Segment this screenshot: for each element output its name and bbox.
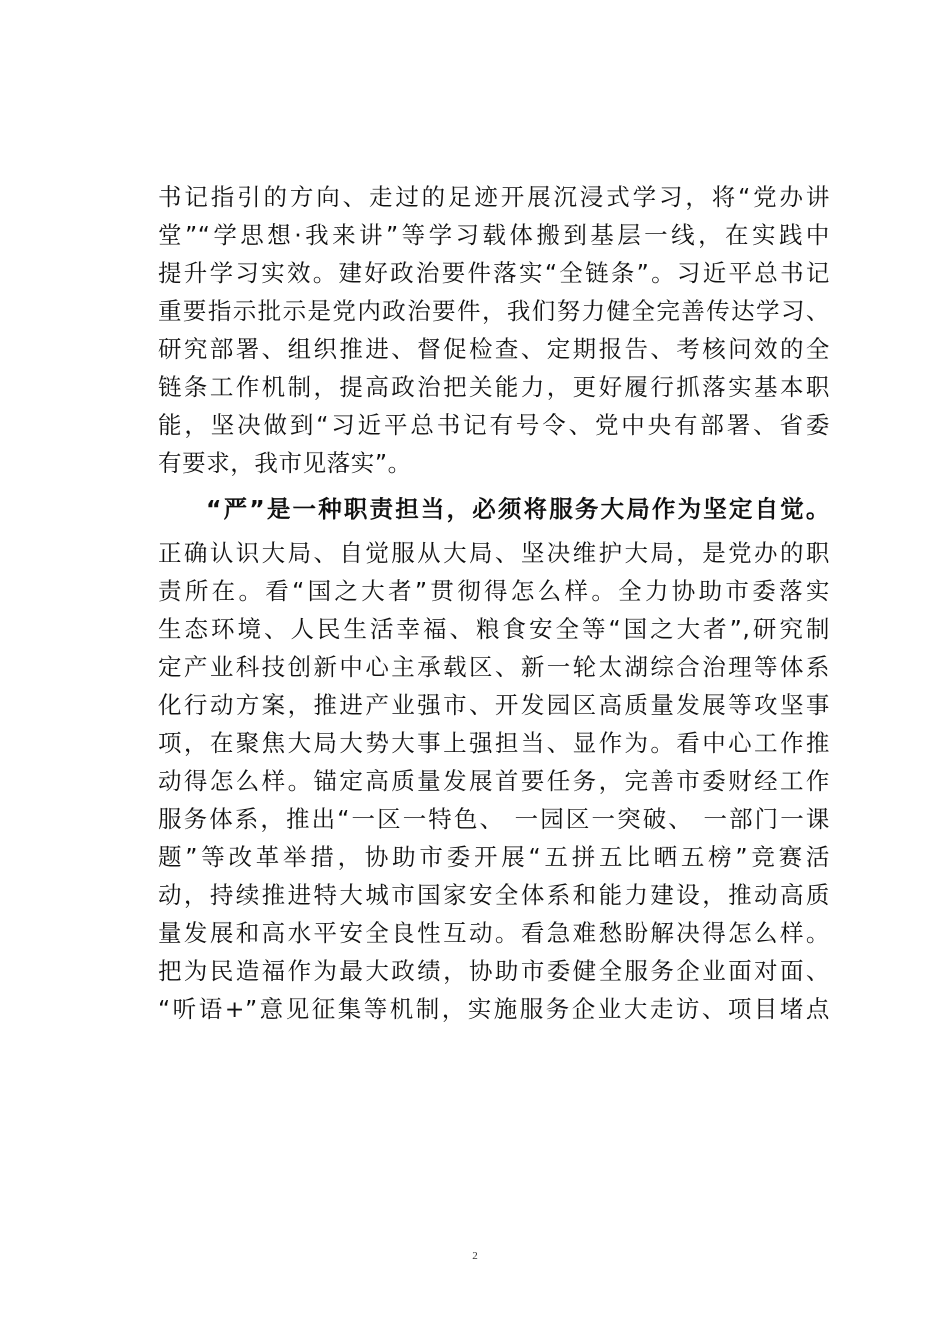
body-text-line: 能，坚决做到“习近平总书记有号令、党中央有部署、省委 <box>158 411 830 439</box>
body-text-line: 题”等改革举措，协助市委开展“五拼五比晒五榜”竞赛活 <box>158 843 830 871</box>
body-text-line: “听语+”意见征集等机制，实施服务企业大走访、项目堵点 <box>158 995 830 1023</box>
body-text-line: 提升学习实效。建好政治要件落实“全链条”。习近平总书记 <box>158 259 830 287</box>
body-text-line: 动得怎么样。锚定高质量发展首要任务，完善市委财经工作 <box>158 767 830 795</box>
body-text-line: 把为民造福作为最大政绩，协助市委健全服务企业面对面、 <box>158 957 830 985</box>
body-text-line: 生态环境、人民生活幸福、粮食安全等“国之大者”,研究制 <box>158 615 830 643</box>
body-text-line: 定产业科技创新中心主承载区、新一轮太湖综合治理等体系 <box>158 653 830 681</box>
body-text-line: 化行动方案，推进产业强市、开发园区高质量发展等攻坚事 <box>158 691 830 719</box>
body-text-line: 服务体系，推出“一区一特色、 一园区一突破、 一部门一课 <box>158 805 830 833</box>
body-text-line: 有要求，我市见落实”。 <box>158 449 412 477</box>
body-text-line: 项，在聚焦大局大势大事上强担当、显作为。看中心工作推 <box>158 729 830 757</box>
body-text-line: 研究部署、组织推进、督促检查、定期报告、考核问效的全 <box>158 335 830 363</box>
body-text-line: 链条工作机制，提高政治把关能力，更好履行抓落实基本职 <box>158 373 830 401</box>
section-heading: “严”是一种职责担当，必须将服务大局作为坚定自觉。 <box>206 495 830 523</box>
body-text-line: 量发展和高水平安全良性互动。看急难愁盼解决得怎么样。 <box>158 919 830 947</box>
body-text-line: 书记指引的方向、走过的足迹开展沉浸式学习，将“党办讲 <box>158 183 830 211</box>
body-text-line: 动，持续推进特大城市国家安全体系和能力建设，推动高质 <box>158 881 830 909</box>
body-text-line: 正确认识大局、自觉服从大局、坚决维护大局，是党办的职 <box>158 539 830 567</box>
body-text-line: 堂”“学思想·我来讲”等学习载体搬到基层一线，在实践中 <box>158 221 830 249</box>
page-number: 2 <box>472 1250 478 1262</box>
body-text-line: 责所在。看“国之大者”贯彻得怎么样。全力协助市委落实 <box>158 577 830 605</box>
body-text-line: 重要指示批示是党内政治要件，我们努力健全完善传达学习、 <box>158 297 830 325</box>
